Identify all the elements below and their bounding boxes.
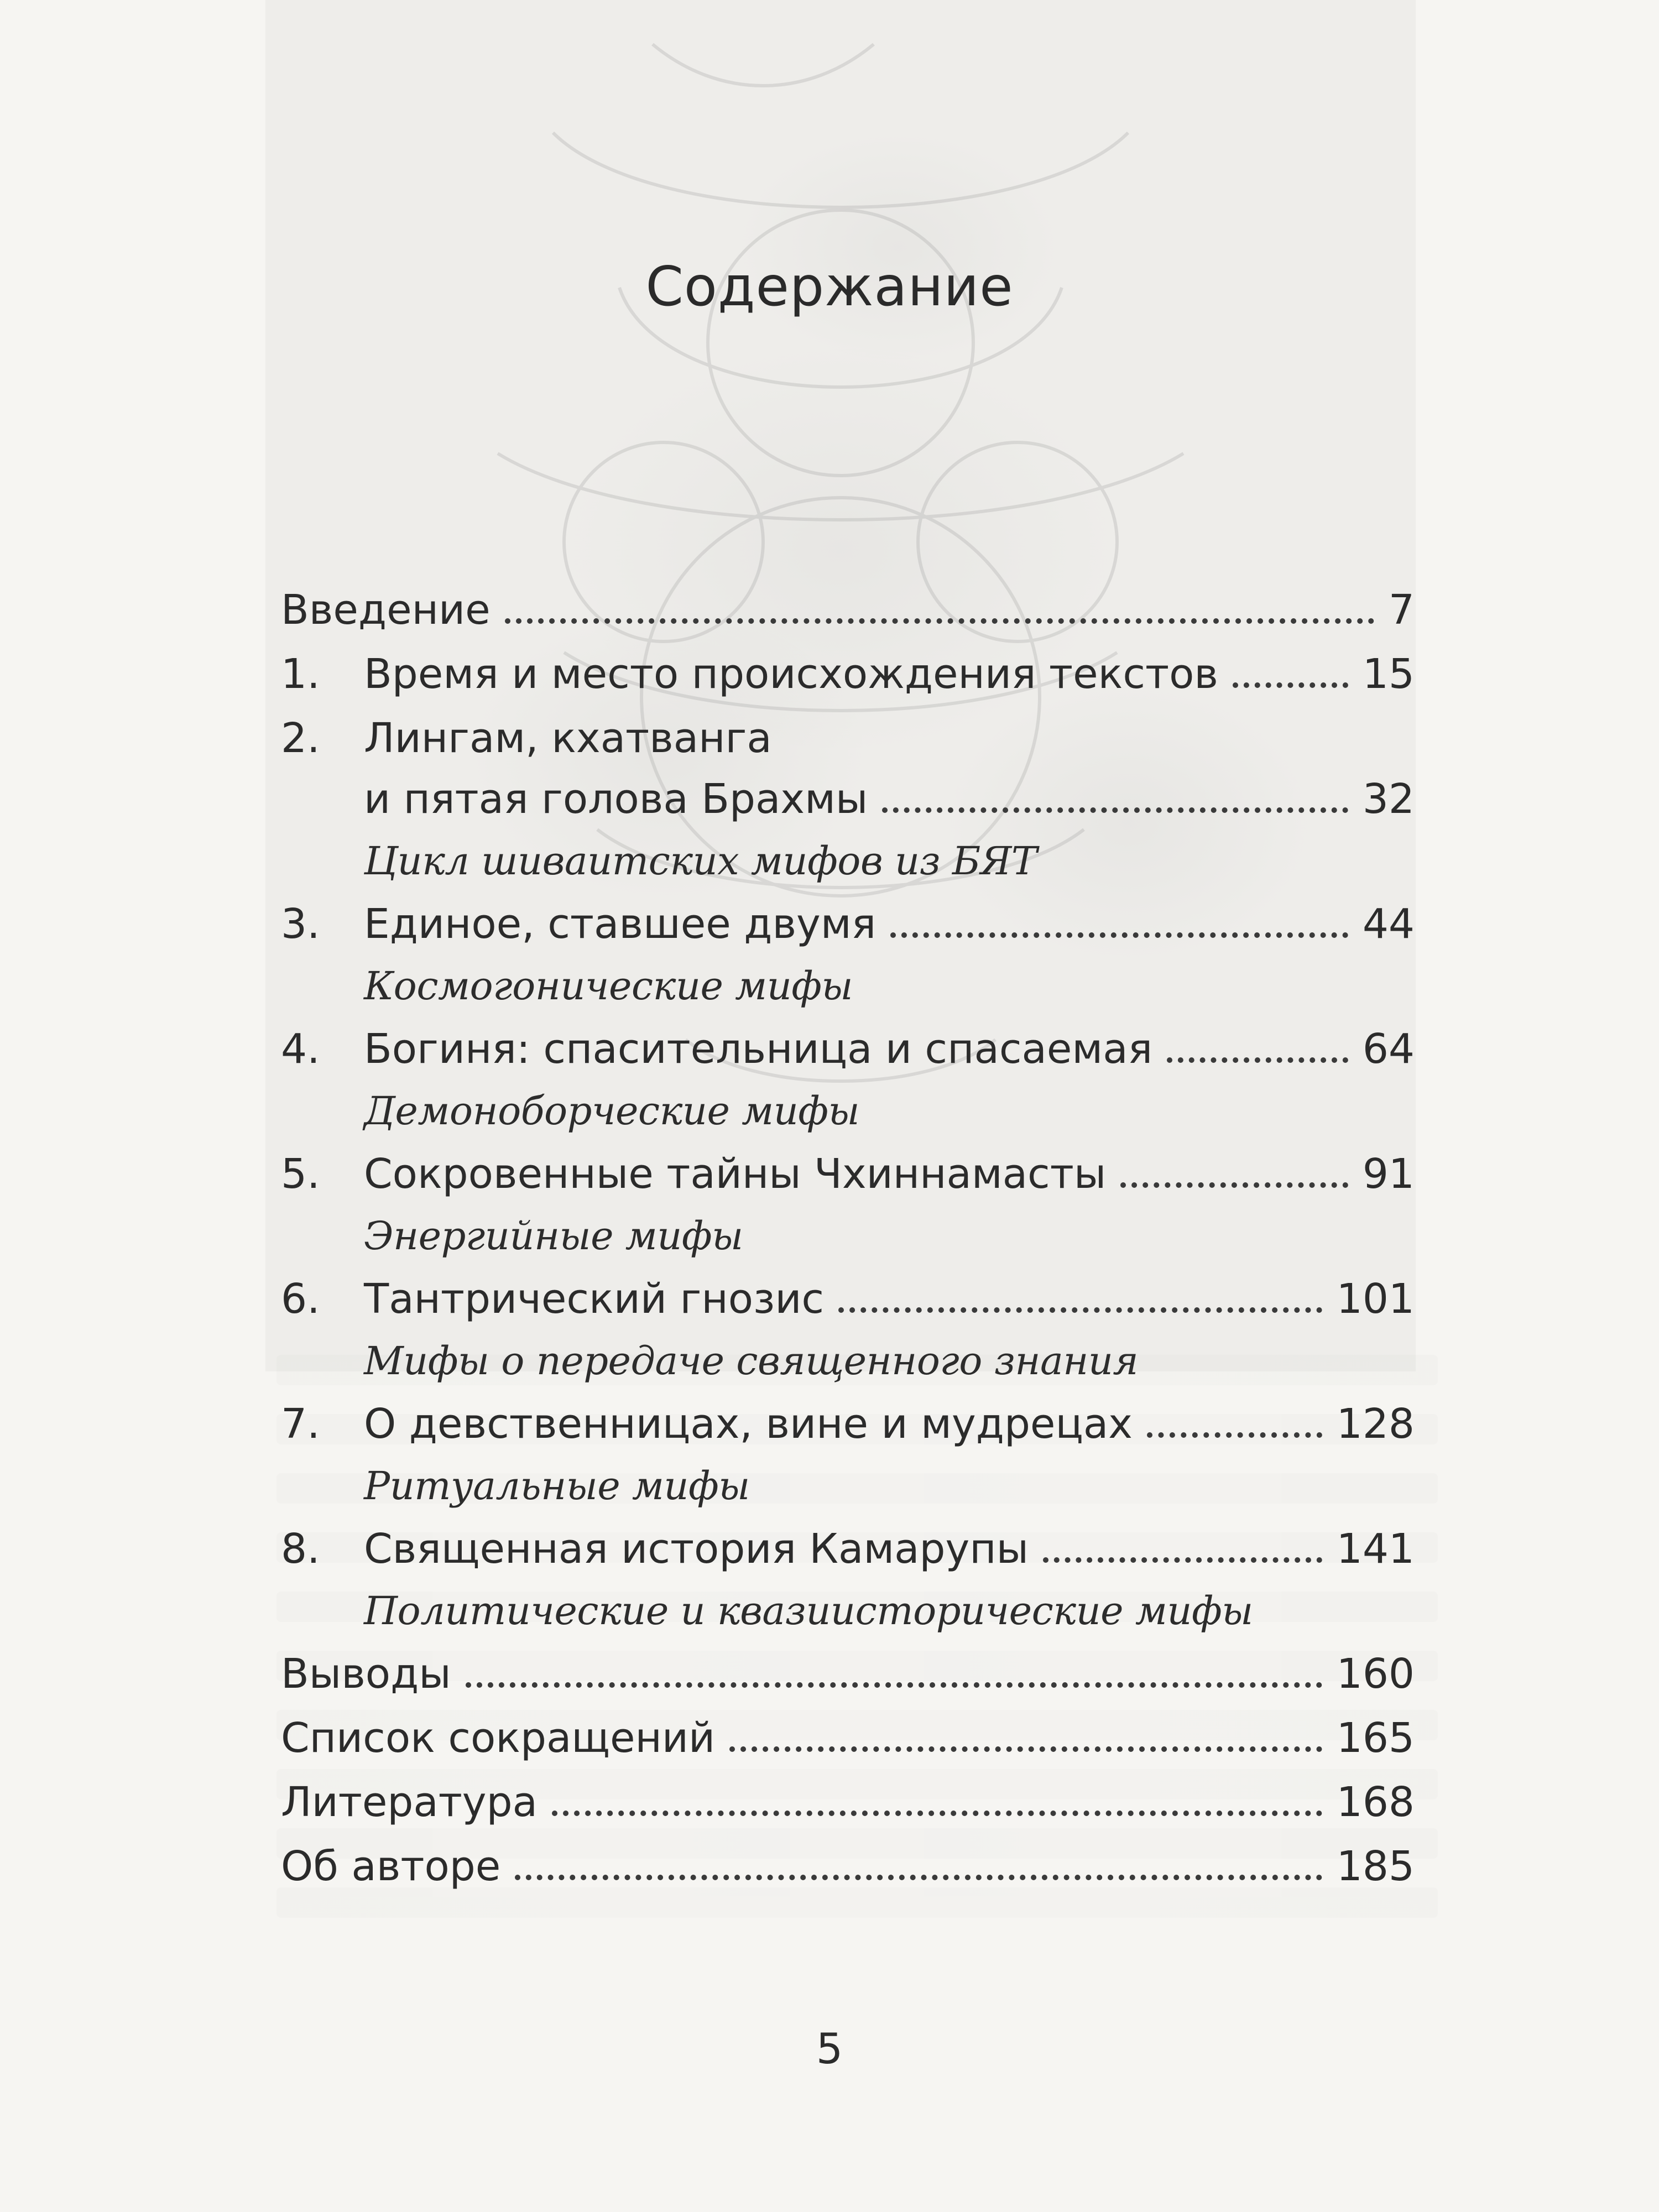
toc-entry <box>281 1509 1415 1573</box>
toc-entry-title: Список сокращений <box>281 1714 716 1762</box>
toc-page-number: 185 <box>1336 1843 1415 1890</box>
dot-leader <box>729 1746 1322 1752</box>
table-of-contents <box>281 570 1415 1890</box>
toc-entry-number: 7. <box>281 1400 320 1448</box>
toc-entry-title: Введение <box>281 586 491 634</box>
toc-entry <box>281 1259 1415 1323</box>
toc-entry-number: 5. <box>281 1150 320 1198</box>
toc-entry-number: 3. <box>281 900 320 948</box>
toc-entry-title: Лингам, кхатванга <box>364 714 772 762</box>
toc-page-number: 101 <box>1336 1275 1415 1323</box>
toc-page-number: 165 <box>1336 1714 1415 1762</box>
toc-entry <box>281 1762 1415 1826</box>
toc-entry <box>281 762 1415 823</box>
toc-entry-title: Время и место происхождения текстов <box>364 650 1219 698</box>
toc-page-number: 7 <box>1388 586 1415 634</box>
dot-leader <box>1120 1182 1348 1188</box>
dot-leader <box>552 1811 1322 1816</box>
toc-entry <box>281 1698 1415 1762</box>
toc-subtitle <box>281 823 1415 884</box>
toc-entry-title: Единое, ставшее двумя <box>364 900 877 948</box>
toc-page-number: 160 <box>1336 1650 1415 1698</box>
dot-leader <box>1147 1432 1322 1438</box>
toc-entry-title: О девственницах, вине и мудрецах <box>364 1400 1133 1448</box>
toc-page-number: 168 <box>1336 1778 1415 1826</box>
dot-leader <box>515 1875 1322 1880</box>
toc-entry <box>281 1634 1415 1698</box>
page-number: 5 <box>816 2024 843 2073</box>
page-title: Содержание <box>645 255 1014 319</box>
dot-leader <box>1233 682 1348 688</box>
toc-subtitle-text: Космогонические мифы <box>364 963 853 1009</box>
toc-page-number: 32 <box>1362 775 1415 823</box>
dot-leader <box>890 932 1348 938</box>
toc-entry-number: 2. <box>281 714 320 762</box>
toc-entry <box>281 1384 1415 1448</box>
toc-subtitle <box>281 1198 1415 1259</box>
toc-subtitle-text: Ритуальные мифы <box>364 1463 750 1509</box>
toc-entry <box>281 698 1415 762</box>
toc-entry-title: Священная история Камарупы <box>364 1525 1029 1573</box>
toc-entry-number: 6. <box>281 1275 320 1323</box>
toc-page-number: 91 <box>1362 1150 1415 1198</box>
toc-entry-number: 1. <box>281 650 320 698</box>
dot-leader <box>882 807 1348 813</box>
toc-entry-number: 8. <box>281 1525 320 1573</box>
toc-entry-number: 4. <box>281 1025 320 1073</box>
dot-leader <box>1167 1057 1348 1063</box>
toc-subtitle <box>281 948 1415 1009</box>
toc-entry-title: и пятая голова Брахмы <box>364 775 868 823</box>
toc-entry-title: Об авторе <box>281 1843 501 1890</box>
dot-leader <box>1043 1557 1322 1563</box>
toc-entry-title: Сокровенные тайны Чхиннамасты <box>364 1150 1107 1198</box>
toc-subtitle-text: Демоноборческие мифы <box>364 1088 860 1134</box>
toc-entry <box>281 1009 1415 1073</box>
toc-subtitle-text: Мифы о передаче священного знания <box>364 1338 1139 1384</box>
dot-leader <box>466 1682 1322 1688</box>
toc-page-number: 128 <box>1336 1400 1415 1448</box>
toc-subtitle <box>281 1323 1415 1384</box>
dot-leader <box>838 1307 1322 1313</box>
toc-entry-title: Литература <box>281 1778 538 1826</box>
toc-entry-title: Выводы <box>281 1650 451 1698</box>
toc-entry <box>281 1134 1415 1198</box>
toc-entry-title: Тантрический гнозис <box>364 1275 825 1323</box>
toc-subtitle <box>281 1073 1415 1134</box>
toc-entry <box>281 884 1415 948</box>
toc-subtitle-text: Энергийные мифы <box>364 1213 743 1259</box>
toc-page-number: 15 <box>1362 650 1415 698</box>
toc-entry-title: Богиня: спасительница и спасаемая <box>364 1025 1153 1073</box>
toc-subtitle <box>281 1448 1415 1509</box>
toc-entry <box>281 1826 1415 1890</box>
toc-page-number: 44 <box>1362 900 1415 948</box>
toc-entry <box>281 570 1415 634</box>
toc-page-number: 64 <box>1362 1025 1415 1073</box>
toc-subtitle-text: Цикл шиваитских мифов из БЯТ <box>364 838 1037 884</box>
toc-entry <box>281 634 1415 698</box>
toc-subtitle-text: Политические и квазиисторические мифы <box>364 1588 1253 1634</box>
toc-page-number: 141 <box>1336 1525 1415 1573</box>
toc-subtitle <box>281 1573 1415 1634</box>
dot-leader <box>505 618 1374 624</box>
